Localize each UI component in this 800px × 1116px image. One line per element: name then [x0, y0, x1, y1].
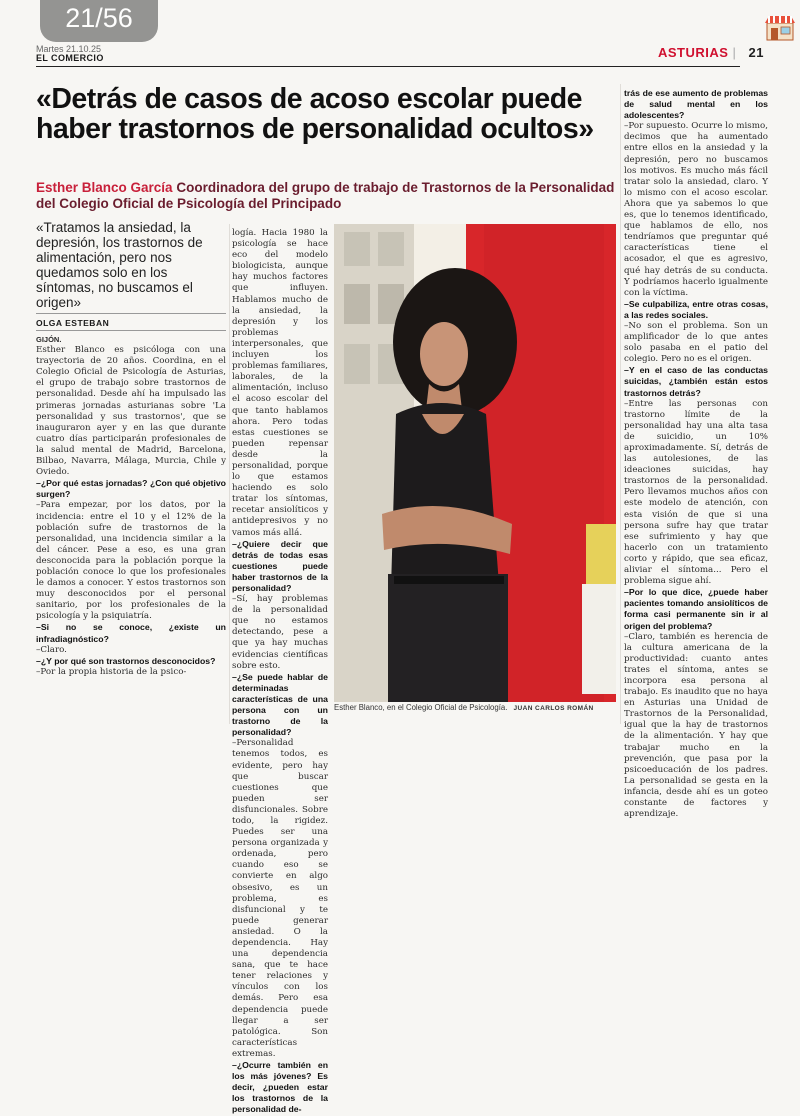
answer-text: –Sí, hay problemas de la personalidad que no estamos detectando, pese a que ya hay muchas evidencias científicas sobre esto. [232, 594, 328, 671]
page-number: 21 [748, 45, 764, 60]
author-name: OLGA ESTEBAN [36, 318, 110, 328]
pull-quote: «Tratamos la ansiedad, la depresión, los trastornos de alimentación, pero nos quedamos solo en los síntomas, no buscamos el origen» [36, 220, 203, 310]
column-paragraph [232, 594, 328, 672]
quote-rule [36, 313, 226, 314]
interview-question: –¿Ocurre también en los más jóvenes? Es decir, ¿pueden estar los trastornos de la personalidad de- [232, 1060, 328, 1115]
header-rule [36, 66, 740, 67]
interview-question: –¿Quiere decir que detrás de todas esas cuestiones puede haber trastornos de la personalidad? [232, 538, 328, 593]
column-paragraph [624, 399, 768, 588]
column-paragraph [232, 228, 328, 539]
dateline: GIJÓN. [36, 335, 62, 344]
column-paragraph [36, 334, 226, 478]
column-paragraph [36, 667, 226, 678]
answer-text: –Para empezar, por los datos, por la incidencia: entre el 10 y el 12% de la población sufre de trastornos de la personalidad, una incidencia similar a la del cáncer. Pese a eso, es una gran desconocida para la población porque la población conoce lo que los profesionales le damos a conocer. Y estos trastornos son muy desconocidos por el personal sanitario, por los profesionales de la psicología y la psiquiatría. [36, 500, 226, 622]
newspaper-name: EL COMERCIO [36, 53, 104, 63]
interview-question: –Y en el caso de las conductas suicidas, ¿también están estos trastornos detrás? [624, 365, 768, 398]
answer-text: –Personalidad tenemos todos, es evidente, pero hay que buscar cuestiones que pueden ser disfuncionales. Sobre todo, la rigidez. Puedes ser una persona organizada y ordenada, pero cuando eso se convierte en algo obsesivo, es un problema, es disfuncional y te puede generar ansiedad. O la dependencia. Hay una dependencia sana, que te hace tener relaciones y vínculos con los demás. Pero esa dependencia puede llegar a ser patológica. Son características extremas. [232, 738, 328, 1059]
section-header [658, 45, 764, 60]
caption-text: Esther Blanco, en el Colegio Oficial de Psicología. [334, 703, 508, 712]
interview-photo[interactable] [334, 224, 616, 702]
answer-text: –Por la propia historia de la psico- [36, 666, 187, 677]
byline [36, 180, 616, 212]
section-name: ASTURIAS [657, 45, 729, 60]
article-headline: «Detrás de casos de acoso escolar puede haber trastornos de personalidad ocultos» [36, 83, 594, 145]
answer-text: logía. Hacia 1980 la psicología se hace eco del modelo biologicista, aunque hay muchos factores que influyen. Hablamos mucho de la ansiedad, la depresión y los problemas interpersonales, que incluyen los problemas familiares, laborales, de la alimentación, incluso el acoso escolar del que tanto hablamos ahora. Pero todas estas cuestiones se pueden repensar desde la personalidad, porque lo que estamos haciendo es solo tratar los síntomas, recetar ansiolíticos y antidepresivos y no vamos más allá. [232, 228, 328, 538]
text-column-3 [624, 88, 768, 820]
storefront-icon[interactable] [764, 14, 796, 42]
page-counter: 21/56 [40, 0, 158, 42]
author-rule [36, 330, 226, 331]
answer-text: –Claro, también es herencia de la cultura americana de la productividad: cuanto antes trates el síntoma, antes se incorpora esa persona al trabajo. Es inaudito que no haya en Asturias una Unidad de Trastornos de la Personalidad, igual que la hay de trastornos de la alimentación. Y hay que trabajar mucho en la prevención, que pasa por la psicoeducación de los padres. La personalidad se gesta en la infancia, desde ahí es un goteo constante de factores y aprendizaje. [624, 631, 768, 820]
photo-caption [334, 703, 616, 712]
interview-question: –¿Se puede hablar de determinadas características de una persona con un trastorno de la personalidad? [232, 671, 328, 738]
text-column-2 [232, 228, 328, 1116]
column-paragraph [232, 738, 328, 1060]
column-paragraph [36, 645, 226, 656]
answer-text: –Por supuesto. Ocurre lo mismo, decimos que ha aumentado entre ellos en la ansiedad y la depresión, pero no buscamos los motivos. Es mucho más fácil tratar solo la ansiedad, claro. Y lo mismo con el acoso escolar. Ahora que ya sabemos lo que es, que lo tenemos identificado, que hablamos de ello, nos tendríamos que preguntar qué características tiene el acosador, el que es agresivo, qué hay detrás de su conducta. Y podríamos hacerlo igualmente con la víctima. [624, 121, 768, 298]
column-paragraph [624, 121, 768, 299]
interviewee-role: Coordinadora del grupo de trabajo de Trastornos de la Personalidad del Colegio Oficial de Psicología del Principado [36, 180, 615, 211]
interview-question: –Si no se conoce, ¿existe un infradiagnóstico? [36, 622, 226, 644]
interview-question: –¿Y por qué son trastornos desconocidos? [36, 655, 216, 666]
interviewee-name: Esther Blanco García [36, 180, 173, 195]
column-divider [229, 224, 230, 724]
interview-question: –Se culpabiliza, entre otras cosas, a las redes sociales. [624, 298, 768, 320]
column-paragraph [36, 500, 226, 622]
column-paragraph [624, 321, 768, 365]
photo-credit: JUAN CARLOS ROMÁN [513, 705, 594, 712]
interview-question: trás de ese aumento de problemas de salud mental en los adolescentes? [624, 88, 768, 121]
issue-date: Martes 21.10.25 [36, 44, 102, 54]
column-paragraph [624, 632, 768, 821]
column-divider [620, 84, 621, 724]
text-column-1 [36, 334, 226, 678]
answer-text: Esther Blanco es psicóloga con una trayectoria de 20 años. Coordina, en el Colegio Oficial de Psicología de Asturias, el grupo de trabajo sobre trastornos de personalidad. Desde ahí ha impulsado las primeras jornadas asturianas sobre 'La personalidad y sus trastornos', que se inauguraron ayer y en las que durante cuatro días participarán profesionales de la salud mental de Madrid, Barcelona, Bilbao, Navarra, Málaga, Murcia, Chile y Oviedo. [36, 345, 226, 478]
section-separator: | [732, 45, 737, 60]
answer-text: –Entre las personas con trastorno límite de la personalidad hay una alta tasa de suicidio, un 10% aproximadamente. Sí, detrás de las autolesiones, de las ideaciones suicidas, hay trastornos de la personalidad. Pero llevamos muchos años con este modelo de atención, con esta visión de que si una persona sufre hay que tratar ese sufrimiento y hay que hacerlo con un tratamiento corto y rápido, que sea eficaz, aliviar el síntoma... Pero el problema sigue ahí. [624, 398, 768, 587]
interview-question: –¿Por qué estas jornadas? ¿Con qué objetivo surgen? [36, 478, 226, 500]
interview-question: –Por lo que dice, ¿puede haber pacientes tomando ansiolíticos de forma casi permanente sin ir al origen del problema? [624, 587, 768, 631]
answer-text: –Claro. [36, 644, 67, 655]
answer-text: –No son el problema. Son un amplificador de lo que antes solo pasaba en el patio del colegio. Pero no es el origen. [624, 320, 768, 365]
